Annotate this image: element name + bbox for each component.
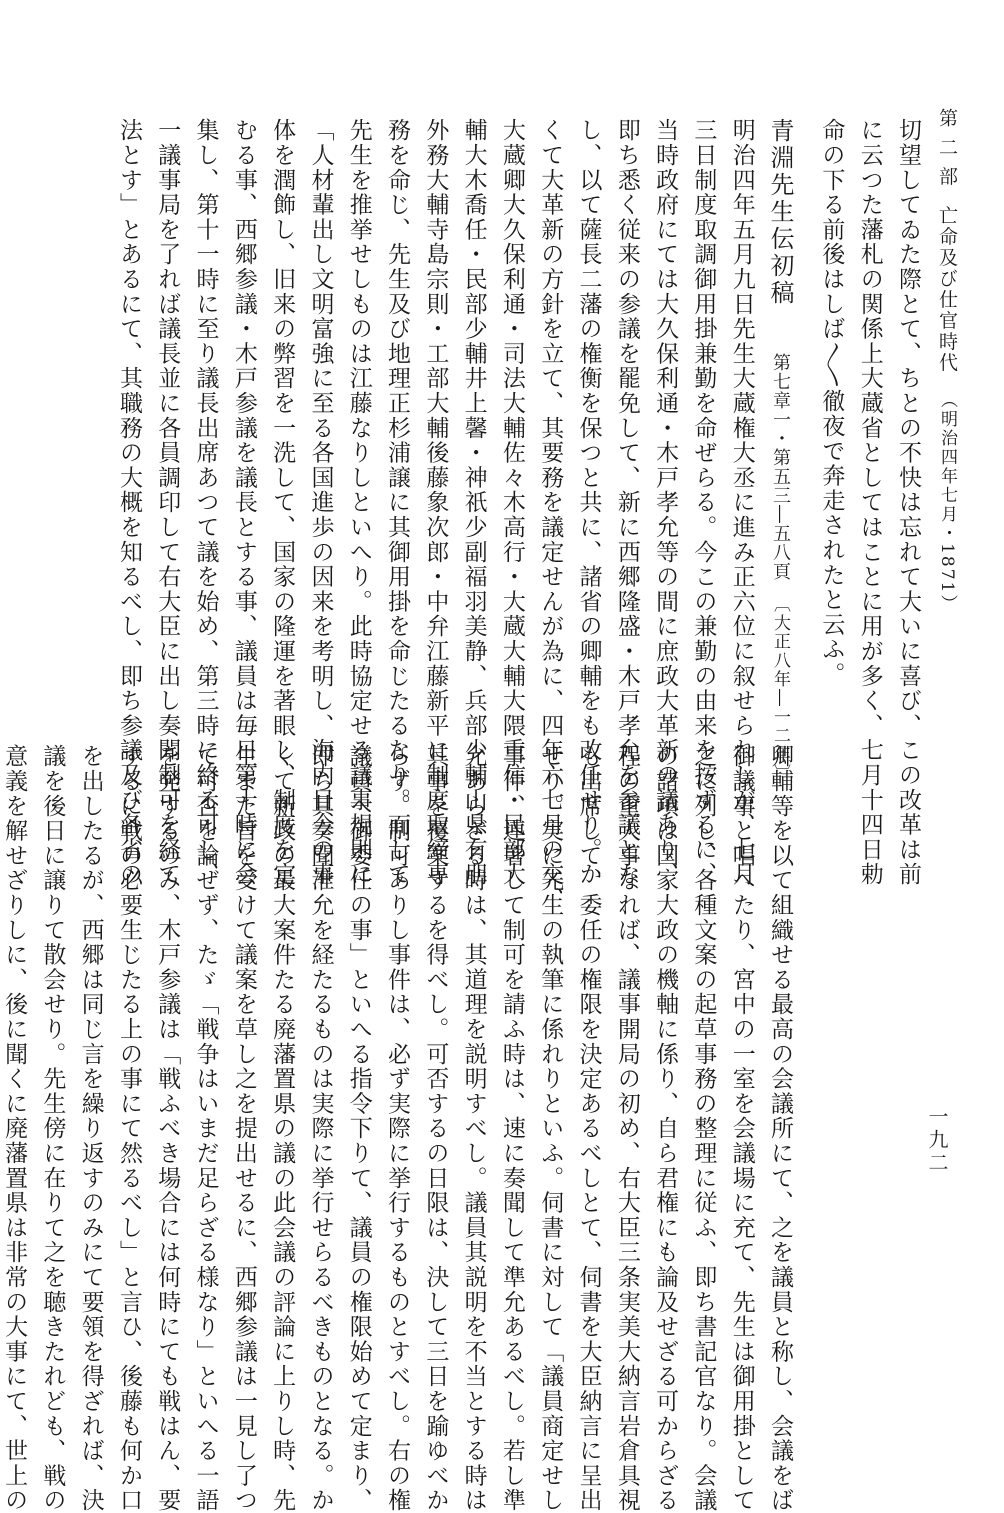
- text-line: くて新政の最大案件たる廃藩置県の議の此会議の評論に上りし時、先: [269, 744, 296, 1513]
- text-line: くて大革新の方針を立て、其要務を議定せんが為に、四年六七月の交、: [537, 118, 564, 912]
- text-line: 卿輔等を以て組織せる最高の会議所にて、之を議員と称し、会議をば: [767, 744, 793, 1513]
- text-line: 「人材輩出し文明富強に至る各国進歩の因来を考明し、海内目今の事: [307, 118, 334, 887]
- text-line: 允あらざる時は、其道理を説明すべし。議員其説明を不当とする時は: [460, 744, 487, 1513]
- header-title: 亡命及び仕官時代: [936, 205, 958, 374]
- text-line: し、以て薩長二藩の権衡を保つと共に、諸省の卿輔をも改任せり。か: [575, 118, 602, 887]
- text-line: 意義を解せざりしに、後に聞くに廃藩置県は非常の大事にて、世上の: [1, 744, 28, 1513]
- text-line: 其事を覆案するを得べし。可否するの日限は、決して三日を踰ゆべか: [422, 744, 449, 1513]
- text-line: 議を後日に譲りて散会せり。先生傍に在りて之を聴きたれども、戦の: [39, 744, 66, 1513]
- text-line: 輔大木喬任・民部少輔井上馨・神祇少副福羽美静、兵部少輔山県有朋: [460, 118, 487, 887]
- text-line: 三日制度取調御用掛兼勤を命ぜらる。今この兼勤の由来を按ずるに、: [690, 118, 717, 887]
- text-line: 事件、連署して制可を請ふ時は、速に奏聞して準允あるべし。若し準: [498, 744, 525, 1513]
- text-line: 程の重大事なれば、議事開局の初め、右大臣三条実美大納言岩倉具視: [613, 744, 640, 1513]
- text-line: 体を潤飾し、旧来の弊習を一洗して、国家の隆運を著眼し、制度を定: [269, 118, 296, 887]
- text-line: 大蔵卿大久保利通・司法大輔佐々木高行・大蔵大輔大隈重信・民部大: [498, 118, 525, 887]
- text-line: せり。実に先生の執筆に係れりといふ。伺書に対して「議員商定せし: [537, 744, 564, 1513]
- text-line: 一議事局を了れば議長並に各員調印して右大臣に出し奏聞制可を経て: [154, 118, 181, 887]
- upper-text-block: [109, 118, 799, 912]
- section-reference: 第七章一・第五三―五八頁: [770, 353, 791, 581]
- text-line: 集し、第十一時に至り議長出席あつて議を始め、第三時に終る可し、: [192, 118, 219, 887]
- text-line: 切望してゐた際とて、ちとの不快は忘れて大いに喜び、この改革は前: [895, 118, 921, 887]
- text-line: も出席して、委任の権限を決定あるべしとて、伺書を大臣納言に呈出: [575, 744, 602, 1513]
- page-number: 一九二: [925, 1106, 949, 1175]
- text-line: 明治四年五月九日先生大蔵権大丞に進み正六位に叙せられしが、七月: [728, 118, 755, 887]
- text-line: 生また旨を受けて議案を草し之を提出せるに、西郷参議は一見し了つ: [230, 744, 257, 1513]
- running-header: [937, 108, 956, 613]
- text-line: 命の下る前後はしば〳〵徹夜で奔走されたと云ふ。: [818, 118, 845, 687]
- text-line: 即ち其奏聞准允を経たるものは実際に挙行せらるべきものとなる。か: [307, 744, 334, 1513]
- text-line: を出したるが、西郷は同じ言を繰り返すのみにて要領を得ざれば、決: [77, 744, 104, 1513]
- text-line: 議員へ御委任の事」といへる指令下りて、議員の権限始めて定まり、: [345, 744, 372, 1513]
- text-line: 即ち悉く従来の参議を罷免して、新に西郷隆盛・木戸孝允を参議とな: [613, 118, 640, 887]
- text-line: らず。制可ありし事件は、必ず実際に挙行するものとすべし。右の権: [384, 744, 411, 1513]
- section-heading: [761, 118, 799, 783]
- text-line: むる事、西郷参議・木戸参議を議長とする事、議員は毎日第十時に会: [230, 118, 257, 887]
- text-line: 御議事と唱へたり、宮中の一室を会議場に充て、先生は御用掛として: [728, 744, 755, 1513]
- text-line: するに戦の必要生じたる上の事にて然るべし」と言ひ、後藤も何か口: [115, 744, 142, 1513]
- text-line: の諸項は国家大政の機軸に係り、自ら君権にも論及せざる可からざる: [652, 744, 679, 1513]
- continued-paragraph: [799, 118, 927, 887]
- text-line: 法とす」とあるにて、其職務の大概を知るべし、即ち参議及び各省の: [115, 118, 142, 887]
- text-line: 務を命じ、先生及び地理正杉浦譲に其御用掛を命じたるなり。而して: [384, 118, 411, 887]
- header-period: （明治四年七月・1871）: [937, 391, 957, 614]
- text-line: 之に列し、各種文案の起草事務の整理に従ふ、即ち書記官なり。会議: [690, 744, 717, 1513]
- text-line: 当時政府にては大久保利通・木戸孝允等の間に庶政大革新の議あり、: [652, 118, 679, 887]
- header-part: 第 二 部: [936, 108, 958, 188]
- section-title: 青淵先生伝初稿: [766, 118, 794, 307]
- section-year: 〔大正八年―一二年〕: [770, 595, 790, 783]
- lower-text-block: [1, 744, 799, 1513]
- text-line: 先生を推挙せしものは江藤なりしといへり。此時協定せる議事規則に: [345, 118, 372, 887]
- text-line: を発するのみ、木戸参議は「戦ふべき場合には何時にても戦はん、要: [154, 744, 181, 1513]
- text-line: に云つた藩札の関係上大蔵省としてはことに用が多く、七月十四日勅: [856, 118, 883, 887]
- text-line: て可否を論ぜず、たゞ「戦争はいまだ足らざる様なり」といへる一語: [192, 744, 219, 1513]
- text-line: 外務大輔寺島宗則・工部大輔後藤象次郎・中弁江藤新平に制度取締専: [422, 118, 449, 887]
